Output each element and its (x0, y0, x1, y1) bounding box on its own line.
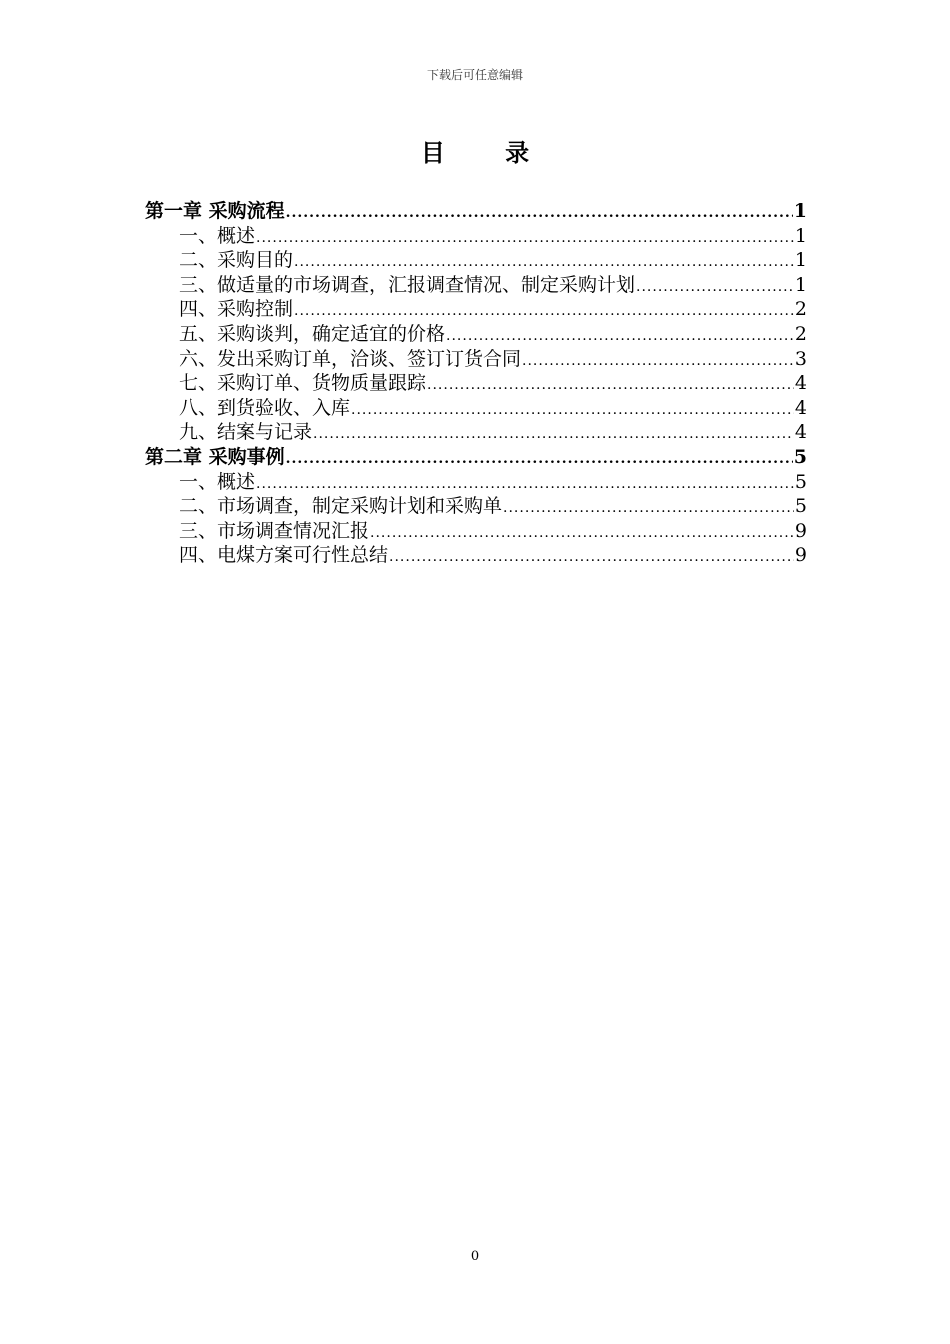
dot-leader (256, 472, 794, 495)
header-note: 下载后可任意编辑 (426, 68, 523, 82)
toc-entry-section[interactable] (145, 224, 807, 249)
toc-entry-label: 三、做适量的市场调查，汇报调查情况、制定采购计划 (179, 273, 636, 296)
toc-entry-label: 第一章 采购流程 (145, 200, 285, 222)
dot-leader (286, 201, 793, 224)
toc-entry-section[interactable] (145, 248, 807, 273)
toc-entry-page: 5 (794, 470, 807, 493)
toc-entry-page: 4 (794, 372, 807, 395)
dot-leader (389, 545, 794, 568)
toc-entry-page: 4 (794, 421, 807, 444)
toc-entry-section[interactable] (145, 273, 807, 298)
toc-entry-page: 5 (794, 495, 807, 518)
toc-entry-page: 4 (794, 396, 807, 419)
dot-leader (256, 226, 794, 249)
toc-entry-label: 五、采购谈判，确定适宜的价格 (179, 322, 446, 345)
toc-entry-section[interactable] (145, 543, 807, 568)
toc-entry-page: 5 (793, 445, 807, 468)
dot-leader (446, 324, 794, 347)
dot-leader (427, 373, 794, 396)
dot-leader (294, 299, 794, 322)
dot-leader (636, 275, 794, 298)
dot-leader (286, 447, 793, 470)
toc-entry-page: 1 (794, 273, 807, 296)
dot-leader (522, 349, 794, 372)
dot-leader (351, 398, 794, 421)
dot-leader (294, 250, 794, 273)
toc-entry-page: 1 (794, 249, 807, 272)
toc-entry-chapter-2[interactable] (145, 445, 807, 470)
toc-entry-label: 八、到货验收、入库 (179, 396, 351, 419)
toc-entry-page: 1 (793, 200, 807, 222)
toc-entry-label: 七、采购订单、货物质量跟踪 (179, 372, 427, 395)
toc-entry-section[interactable] (145, 297, 807, 322)
toc-entry-label: 九、结案与记录 (179, 421, 313, 444)
toc-entry-page: 1 (794, 224, 807, 247)
toc-entry-page: 2 (794, 322, 807, 345)
toc-entry-page: 9 (794, 519, 807, 542)
toc-entry-label: 三、市场调查情况汇报 (179, 519, 370, 542)
toc-entry-section[interactable] (145, 347, 807, 372)
toc-entry-label: 第二章 采购事例 (145, 445, 285, 468)
dot-leader (503, 496, 794, 519)
dot-leader (313, 422, 794, 445)
toc-entry-section[interactable] (145, 420, 807, 445)
toc-entry-section[interactable] (145, 371, 807, 396)
toc-entry-section[interactable] (145, 470, 807, 495)
toc-entry-label: 二、采购目的 (179, 249, 294, 272)
dot-leader (370, 521, 794, 544)
toc-entry-label: 二、市场调查，制定采购计划和采购单 (179, 495, 503, 518)
toc-entry-section[interactable] (145, 519, 807, 544)
toc-entry-label: 四、采购控制 (179, 298, 294, 321)
toc-entry-chapter-1[interactable] (145, 199, 807, 224)
toc-entry-label: 六、发出采购订单，洽谈、签订订货合同 (179, 347, 522, 370)
toc-entry-section[interactable] (145, 322, 807, 347)
table-of-contents (145, 199, 807, 568)
toc-entry-section[interactable] (145, 494, 807, 519)
toc-title: 目 录 (420, 138, 556, 167)
page-number: 0 (470, 1249, 480, 1264)
toc-entry-page: 3 (794, 347, 807, 370)
toc-entry-page: 9 (794, 544, 807, 567)
toc-entry-label: 一、概述 (179, 224, 256, 247)
toc-entry-label: 一、概述 (179, 470, 256, 493)
toc-entry-section[interactable] (145, 396, 807, 421)
toc-entry-label: 四、电煤方案可行性总结 (179, 544, 389, 567)
toc-entry-page: 2 (794, 298, 807, 321)
